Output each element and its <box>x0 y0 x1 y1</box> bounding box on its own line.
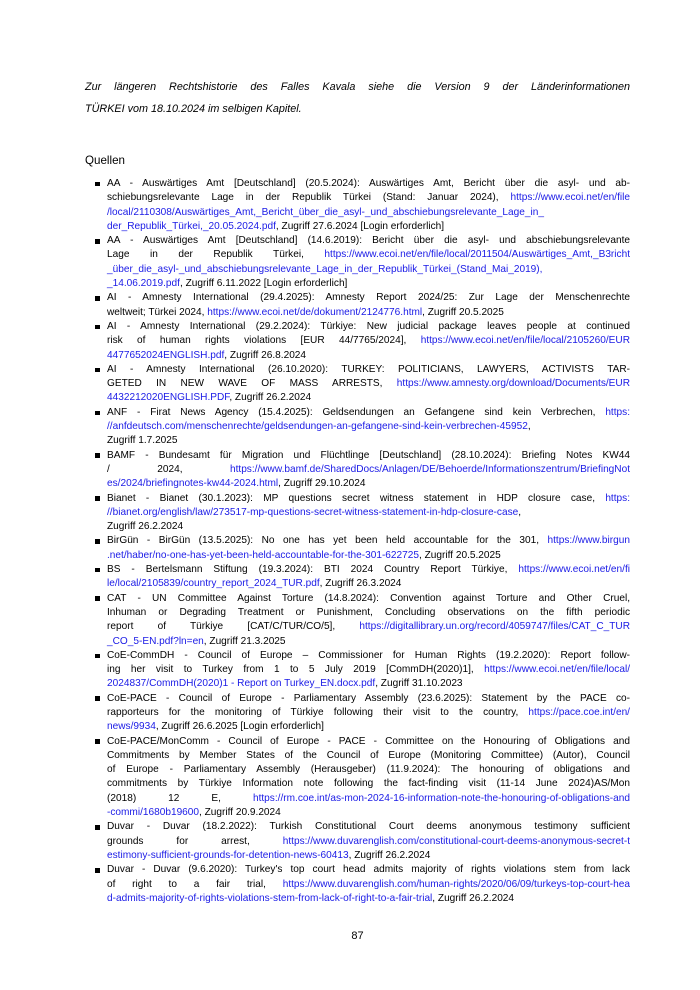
source-line <box>107 291 630 305</box>
source-text: , Zugriff 20.9.2024 <box>199 807 281 819</box>
source-line <box>107 363 630 377</box>
bullet-square-icon <box>95 368 100 373</box>
source-url-link[interactable]: https://www.ecoi.net/en/file <box>510 192 630 204</box>
source-item <box>85 820 630 863</box>
source-item <box>85 291 630 320</box>
source-url-link[interactable]: -commi/1680b19600 <box>107 807 200 819</box>
source-line <box>107 892 630 906</box>
source-url-link[interactable]: der_Republik_Türkei,_20.05.2024.pdf <box>107 220 276 232</box>
source-text: , Zugriff 6.11.2022 [Login erforderlich] <box>179 278 348 290</box>
source-line <box>107 406 630 420</box>
source-text: , Zugriff 20.5.2025 <box>422 306 504 318</box>
source-text: , Zugriff 21.3.2025 <box>203 635 286 647</box>
source-line <box>107 449 630 463</box>
source-line <box>107 835 630 849</box>
bullet-square-icon <box>95 739 100 744</box>
source-line <box>107 391 630 405</box>
source-url-link[interactable]: news/9934 <box>107 721 156 733</box>
source-url-link[interactable]: https://www.ecoi.net/en/file/local/2105260/EUR <box>420 335 630 347</box>
source-line <box>107 749 630 763</box>
source-line <box>107 577 630 591</box>
source-url-link[interactable]: /local/2110308/Auswärtiges_Amt,_Bericht_über_die_asyl-_und_abschiebungsrelevante_Lage_in_ <box>107 206 544 218</box>
source-line <box>107 735 630 749</box>
intro-paragraph <box>85 76 630 120</box>
source-line <box>107 177 630 191</box>
source-line <box>107 463 630 477</box>
source-line <box>107 849 630 863</box>
source-line <box>107 706 630 720</box>
source-line <box>107 220 630 234</box>
source-url-link[interactable]: https://www.ecoi.net/de/dokument/2124776.html <box>207 306 423 318</box>
source-line <box>107 277 630 291</box>
source-text: AA - Auswärtiges Amt [Deutschland] (20.5.2024): Auswärtiges Amt, Bericht über die asyl- und ab- <box>107 178 630 189</box>
sources-heading: Quellen <box>85 154 125 167</box>
source-line <box>107 334 630 348</box>
source-text: BirGün - BirGün (13.5.2025): No one has yet been held accountable for the 301, <box>107 535 548 547</box>
source-text: , Zugriff 29.10.2024 <box>278 478 366 490</box>
source-url-link[interactable]: https://www.birgun <box>547 535 630 547</box>
intro-line-2: TÜRKEI vom 18.10.2024 im selbigen Kapitel. <box>85 103 302 115</box>
source-line <box>107 349 630 363</box>
source-text: , Zugriff 26.2.2024 <box>348 849 431 861</box>
source-url-link[interactable]: https://rm.coe.int/as-mon-2024-16-information-note-the-honouring-of-obligations-and <box>252 792 630 804</box>
source-line <box>107 549 630 563</box>
source-text: CoE-PACE - Council of Europe - Parliamentary Assembly (23.6.2025): Statement by the PACE co- <box>107 692 630 704</box>
source-url-link[interactable]: https: <box>605 406 630 418</box>
source-text: grounds for arrest, <box>107 835 283 847</box>
source-line <box>107 878 630 892</box>
source-url-link[interactable]: //anfdeutsch.com/menschenrechte/geldsendungen-an-gefangene-sind-kein-verbrechen-45952 <box>107 421 528 433</box>
source-text: AI - Amnesty International (29.2.2024): Türkiye: New judicial package leaves people at continued <box>107 320 630 332</box>
source-url-link[interactable]: 4477652024ENGLISH.pdf <box>107 349 225 361</box>
source-url-link[interactable]: d-admits-majority-of-rights-violations-stem-from-lack-of-right-to-a-fair-trial <box>107 892 433 904</box>
source-text: , Zugriff 26.3.2024 <box>319 578 402 590</box>
source-line <box>107 377 630 391</box>
bullet-square-icon <box>95 453 100 458</box>
source-url-link[interactable]: _über_die_asyl-_und_abschiebungsrelevante_Lage_in_der_Republik_Türkei_(Stand_Mai_2019), <box>107 263 543 275</box>
source-text: , Zugriff 26.6.2025 [Login erforderlich] <box>155 721 324 733</box>
source-item <box>85 735 630 821</box>
bullet-square-icon <box>95 325 100 330</box>
source-url-link[interactable]: _CO_5-EN.pdf?ln=en <box>107 635 204 647</box>
source-line <box>107 320 630 334</box>
source-url-link[interactable]: https://www.ecoi.net/en/file/local/2011504/Auswärtiges_Amt,_B3richt <box>324 249 630 261</box>
source-url-link[interactable]: https://digitallibrary.un.org/record/4059747/files/CAT_C_TUR <box>359 621 630 633</box>
bullet-square-icon <box>95 411 100 416</box>
source-item <box>85 863 630 906</box>
source-line <box>107 806 630 820</box>
source-item <box>85 649 630 692</box>
bullet-square-icon <box>95 296 100 301</box>
source-text: , Zugriff 26.8.2024 <box>224 349 307 361</box>
source-text: (2018) 12 E, <box>107 792 253 804</box>
source-text: schiebungsrelevante Lage in der Republik Türkei (Stand: Januar 2024), <box>107 192 511 204</box>
source-line <box>107 663 630 677</box>
page-content <box>85 0 630 906</box>
source-text: CoE-CommDH - Council of Europe – Commissioner for Human Rights (19.2.2020): Report follow- <box>107 649 630 661</box>
source-text: , Zugriff 20.5.2025 <box>419 549 501 561</box>
source-line <box>107 420 630 434</box>
bullet-square-icon <box>95 825 100 830</box>
source-line <box>107 434 630 448</box>
source-item <box>85 363 630 406</box>
source-url-link[interactable]: .net/haber/no-one-has-yet-been-held-accountable-for-the-301-622725 <box>107 549 419 561</box>
source-text: , Zugriff 31.10.2023 <box>375 678 463 690</box>
source-url-link[interactable]: https://www.bamf.de/SharedDocs/Anlagen/DE/Behoerde/Informationszentrum/BriefingNot <box>229 463 630 475</box>
source-line <box>107 620 630 634</box>
source-text: of Europe - Parliamentary Assembly (Herausgeber) (11.9.2024): The honouring of obligations and <box>107 764 630 776</box>
source-url-link[interactable]: 2024837/CommDH(2020)1 - Report on Turkey_EN.docx.pdf <box>107 678 376 690</box>
source-text: ing her visit to Turkey from 1 to 5 July 2019 [CommDH(2020)1], <box>107 664 485 676</box>
source-line <box>107 635 630 649</box>
source-item <box>85 534 630 563</box>
source-url-link[interactable]: le/local/2105839/country_report_2024_TUR.pdf <box>107 578 320 590</box>
source-line <box>107 606 630 620</box>
source-text: Lage in der Republik Türkei, <box>107 249 325 261</box>
source-text: Zugriff 26.2.2024 <box>107 521 184 533</box>
bullet-square-icon <box>95 496 100 501</box>
source-line <box>107 234 630 248</box>
source-text: report of Türkiye [CAT/C/TUR/CO/5], <box>107 621 360 633</box>
source-line <box>107 720 630 734</box>
source-text: Inhuman or Degrading Treatment or Punishment, Concluding observations on the fifth periodic <box>107 606 630 618</box>
source-text: GETED IN NEW WAVE OF MASS ARRESTS, <box>107 378 397 390</box>
source-text: BS - Bertelsmann Stiftung (19.3.2024): BTI 2024 Country Report Türkiye, <box>107 564 519 576</box>
source-line <box>107 820 630 834</box>
source-item <box>85 592 630 649</box>
source-text: ANF - Firat News Agency (15.4.2025): Geldsendungen an Gefangene sind kein Verbrechen, <box>107 406 606 418</box>
source-line <box>107 534 630 548</box>
source-text: , Zugriff 26.2.2024 <box>432 892 515 904</box>
bullet-square-icon <box>95 868 100 873</box>
source-line <box>107 263 630 277</box>
source-url-link[interactable]: https://www.duvarenglish.com/human-rights/2020/06/09/turkeys-top-court-hea <box>282 878 630 890</box>
source-item <box>85 406 630 449</box>
page-number: 87 <box>351 930 364 942</box>
source-line <box>107 563 630 577</box>
source-text: CAT - UN Committee Against Torture (14.8.2024): Convention against Torture and Other Cruel, <box>107 592 630 604</box>
source-text: Zugriff 1.7.2025 <box>107 435 178 447</box>
bullet-square-icon <box>95 596 100 601</box>
source-url-link[interactable]: 4432212020ENGLISH.PDF <box>107 392 230 404</box>
source-line <box>107 592 630 606</box>
source-line <box>107 692 630 706</box>
source-line <box>107 206 630 220</box>
source-url-link[interactable]: https://www.amnesty.org/download/Documents/EUR <box>396 378 630 390</box>
source-url-link[interactable]: //bianet.org/english/law/273517-mp-questions-secret-witness-statement-in-hdp-closure-case <box>107 506 519 518</box>
source-line <box>107 506 630 520</box>
source-line <box>107 763 630 777</box>
source-text: commitments by Türkiye Information note following the fact-finding visit (11-14 June 2024)AS/Mon <box>107 778 630 790</box>
source-text: , <box>518 506 522 518</box>
source-item <box>85 320 630 363</box>
source-line <box>107 492 630 506</box>
source-line <box>107 792 630 806</box>
source-item <box>85 563 630 592</box>
source-text: CoE-PACE/MonComm - Council of Europe - PACE - Committee on the Honouring of Obligations and <box>107 735 630 747</box>
bullet-square-icon <box>95 539 100 544</box>
source-line <box>107 306 630 320</box>
source-text: , <box>527 421 531 433</box>
bullet-square-icon <box>95 239 100 244</box>
source-item <box>85 234 630 291</box>
source-text: Duvar - Duvar (18.2.2022): Turkish Constitutional Court deems anonymous testimony sufficient <box>107 821 630 833</box>
source-line <box>107 863 630 877</box>
source-line <box>107 520 630 534</box>
sources-list <box>85 177 630 906</box>
source-text: Bianet - Bianet (30.1.2023): MP questions secret witness statement in HDP closure case, <box>107 492 606 504</box>
source-text: , Zugriff 27.6.2024 [Login erforderlich] <box>275 220 445 232</box>
source-text: AA - Auswärtiges Amt [Deutschland] (14.6.2019): Bericht über die asyl- und abschiebungsrelevante <box>107 235 630 247</box>
source-url-link[interactable]: https://www.ecoi.net/en/fi <box>518 564 630 576</box>
source-url-link[interactable]: https://www.ecoi.net/en/file/local/ <box>484 664 630 676</box>
source-item <box>85 449 630 492</box>
source-text: of right to a fair trial, <box>107 878 283 890</box>
source-line <box>107 248 630 262</box>
source-text: risk of human rights violations [EUR 44/7765/2024], <box>107 335 421 347</box>
source-item <box>85 177 630 234</box>
source-text: rapporteurs for the monitoring of Türkiye following their visit to the country, <box>107 706 529 718</box>
source-line <box>107 649 630 663</box>
source-text: AI - Amnesty International (29.4.2025): Amnesty Report 2024/25: Zur Lage der Menschenrechte <box>107 292 630 304</box>
source-line <box>107 777 630 791</box>
source-line <box>107 477 630 491</box>
intro-line-1: Zur längeren Rechtshistorie des Falles Kavala siehe die Version 9 der Länderinformationen <box>85 81 630 93</box>
source-item <box>85 692 630 735</box>
source-text: / 2024, <box>107 463 230 475</box>
source-text: BAMF - Bundesamt für Migration und Flüchtlinge [Deutschland] (28.10.2024): Briefing Notes KW44 <box>107 449 630 461</box>
source-text: Duvar - Duvar (9.6.2020): Turkey's top court head admits majority of rights violations stem from lack <box>107 864 630 876</box>
source-url-link[interactable]: es/2024/briefingnotes-kw44-2024.html <box>107 478 279 490</box>
bullet-square-icon <box>95 654 100 659</box>
source-text: Commitments by Member States of the Council of Europe (Monitoring Committee) (Autor), Council <box>107 749 630 761</box>
bullet-square-icon <box>95 696 100 701</box>
bullet-square-icon <box>95 182 100 187</box>
source-text: AI - Amnesty International (26.10.2020): TURKEY: POLITICIANS, LAWYERS, ACTIVISTS TAR- <box>107 363 630 375</box>
source-item <box>85 492 630 535</box>
source-line <box>107 677 630 691</box>
source-url-link[interactable]: estimony-sufficient-grounds-for-detention-news-60413 <box>107 849 349 861</box>
source-text: weltweit; Türkei 2024, <box>107 306 208 318</box>
source-url-link[interactable]: https: <box>605 492 630 504</box>
bullet-square-icon <box>95 568 100 573</box>
source-url-link[interactable]: https://www.duvarenglish.com/constitutional-court-deems-anonymous-secret-t <box>282 835 630 847</box>
source-line <box>107 191 630 205</box>
source-text: , Zugriff 26.2.2024 <box>229 392 312 404</box>
source-url-link[interactable]: _14.06.2019.pdf <box>107 278 180 290</box>
source-url-link[interactable]: https://pace.coe.int/en/ <box>528 706 630 718</box>
